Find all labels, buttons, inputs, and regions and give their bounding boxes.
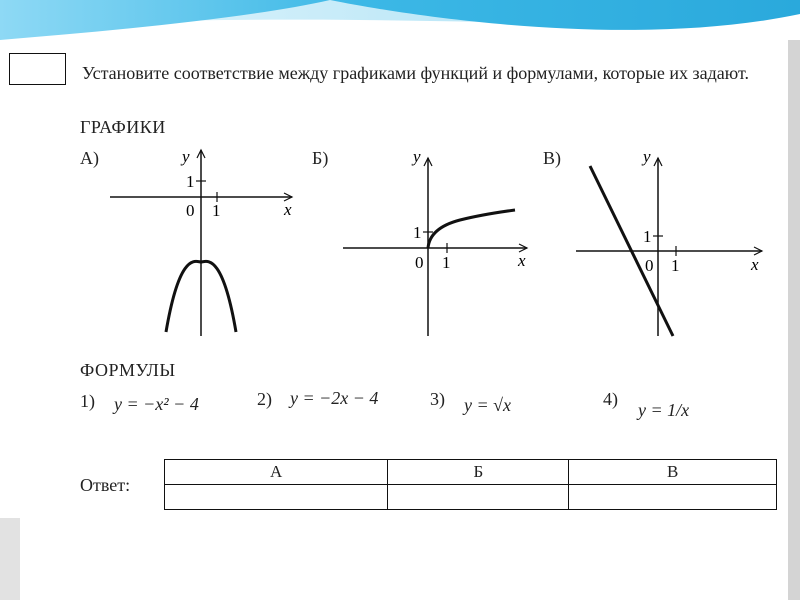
right-shadow xyxy=(788,40,800,600)
graph-c-one-x: 1 xyxy=(671,256,680,275)
formulas-heading: ФОРМУЛЫ xyxy=(80,360,176,380)
formula-1: y = −x² − 4 xyxy=(114,394,199,414)
formula-3-number: 3) xyxy=(430,389,445,409)
answer-table-header-b: Б xyxy=(388,460,569,485)
answer-table xyxy=(164,459,777,510)
answer-table-input-row xyxy=(165,485,777,510)
graph-c-y-label: y xyxy=(643,147,651,166)
graph-b-zero: 0 xyxy=(415,253,424,272)
answer-cell-c[interactable] xyxy=(569,485,777,510)
answer-table-header-row xyxy=(165,460,777,485)
graph-c-x-label: x xyxy=(751,255,759,274)
answer-cell-b[interactable] xyxy=(388,485,569,510)
graph-b-x-label: x xyxy=(518,251,526,270)
graph-a-label: А) xyxy=(80,148,99,168)
graph-b-label: Б) xyxy=(312,148,329,168)
formula-4-number: 4) xyxy=(603,389,618,409)
answer-cell-a[interactable] xyxy=(165,485,388,510)
formula-3: y = √x xyxy=(464,395,512,415)
graph-b-one-x: 1 xyxy=(442,253,451,272)
graph-b-curve xyxy=(428,210,515,248)
formula-4: y = 1/x xyxy=(638,400,690,420)
formula-2: y = −2x − 4 xyxy=(290,388,379,408)
graph-a-x-label: x xyxy=(284,200,292,219)
task-text: Установите соответствие между графиками функций и формулами, которые их задают. xyxy=(82,63,749,83)
graph-a-y-label: y xyxy=(182,147,190,166)
graph-c-zero: 0 xyxy=(645,256,654,275)
formula-2-number: 2) xyxy=(257,389,272,409)
graph-a-one-y: 1 xyxy=(186,172,195,191)
graph-a-zero: 0 xyxy=(186,201,195,220)
graph-c-one-y: 1 xyxy=(643,227,652,246)
graph-a-one-x: 1 xyxy=(212,201,221,220)
answer-label: Ответ: xyxy=(80,475,131,495)
graph-b xyxy=(335,140,545,350)
graphs-heading: ГРАФИКИ xyxy=(80,117,166,137)
graph-c xyxy=(570,140,780,350)
graph-b-y-label: y xyxy=(413,147,421,166)
answer-input-box[interactable] xyxy=(9,53,66,85)
answer-table-header-c: В xyxy=(569,460,777,485)
formula-1-number: 1) xyxy=(80,391,95,411)
graph-c-label: В) xyxy=(543,148,561,168)
left-shadow xyxy=(0,515,20,600)
graph-a xyxy=(100,140,310,340)
graph-b-one-y: 1 xyxy=(413,223,422,242)
answer-table-header-a: А xyxy=(165,460,388,485)
